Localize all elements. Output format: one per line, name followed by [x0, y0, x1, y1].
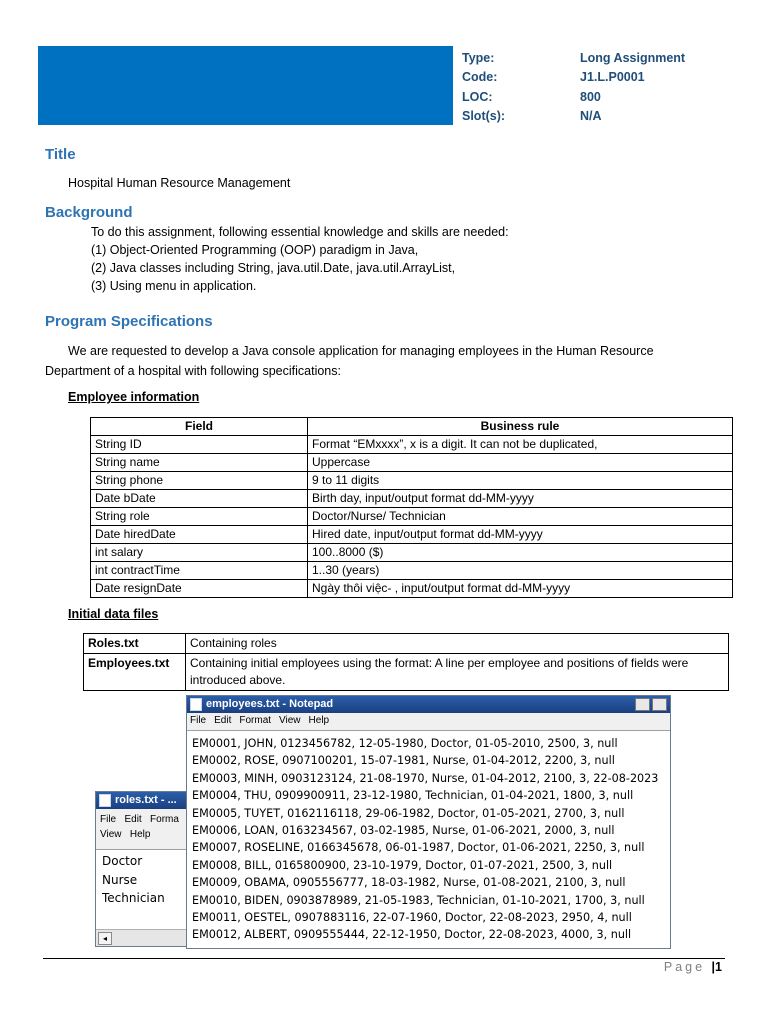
page-number: Page |1 [663, 960, 722, 974]
field-cell: int salary [91, 544, 308, 562]
specs-intro-line2: Department of a hospital with following specifications: [45, 364, 341, 378]
meta-value: Long Assignment [580, 50, 686, 65]
employee-record-line: EM0002, ROSE, 0907100201, 15-07-1981, Nurse, 01-04-2012, 2200, 3, null [192, 754, 615, 768]
menu-edit[interactable]: Edit [124, 814, 142, 825]
employee-record-line: EM0009, OBAMA, 0905556777, 18-03-1982, Nurse, 01-08-2021, 2100, 3, null [192, 876, 626, 890]
meta-key: Type: [462, 50, 495, 65]
field-cell: Date bDate [91, 490, 308, 508]
roles-text-area[interactable] [96, 849, 186, 929]
employee-record-line: EM0001, JOHN, 0123456782, 12-05-1980, Doctor, 01-05-2010, 2500, 3, null [192, 737, 618, 750]
table-row [91, 454, 733, 472]
menu-format[interactable]: Forma [150, 814, 179, 825]
menu-help[interactable]: Help [129, 829, 151, 840]
employee-info-table [90, 417, 733, 598]
table-row [91, 508, 733, 526]
file-name-cell: Roles.txt [84, 634, 186, 654]
specs-intro-line1: We are requested to develop a Java console application for managing employees in the Human Resource [68, 344, 654, 358]
data-files-table [83, 633, 729, 691]
menu-item[interactable]: Help [308, 715, 330, 726]
employee-record-line: EM0006, LOAN, 0163234567, 03-02-1985, Nurse, 01-06-2021, 2000, 3, null [192, 824, 615, 838]
employee-record-line: EM0010, BIDEN, 0903878989, 21-05-1983, Technician, 01-10-2021, 1700, 3, null [192, 893, 645, 907]
meta-value: 800 [580, 89, 601, 104]
rule-cell: Birth day, input/output format dd-MM-yyyy [308, 490, 733, 508]
meta-key: Code: [462, 70, 498, 85]
assignment-meta [462, 48, 752, 126]
role-line: Technician [102, 891, 165, 905]
employees-notepad-window[interactable] [186, 695, 671, 949]
table-row [91, 526, 733, 544]
roles-menu-bar [96, 809, 186, 848]
background-list-item: To do this assignment, following essential knowledge and skills are needed: [91, 225, 509, 239]
horizontal-scrollbar[interactable] [96, 929, 186, 946]
employees-window-title: employees.txt - Notepad [206, 698, 334, 710]
rule-cell: Format “EMxxxx”, x is a digit. It can not be duplicated, [308, 436, 733, 454]
field-cell: Date hiredDate [91, 526, 308, 544]
employees-text-area[interactable] [187, 730, 670, 948]
role-line: Doctor [102, 854, 143, 868]
field-cell: String role [91, 508, 308, 526]
background-heading: Background [45, 204, 133, 221]
menu-item[interactable]: Format [239, 715, 272, 726]
menu-view[interactable]: View [100, 829, 122, 840]
file-name-cell: Employees.txt [84, 654, 186, 691]
minimize-icon[interactable] [635, 698, 650, 711]
table-row [91, 544, 733, 562]
background-list-item: (3) Using menu in application. [91, 279, 257, 293]
footer-divider [43, 958, 725, 959]
rule-cell: Hired date, input/output format dd-MM-yyyy [308, 526, 733, 544]
roles-window-title: roles.txt - ... [115, 794, 177, 806]
field-cell: String ID [91, 436, 308, 454]
data-files-heading: Initial data files [68, 607, 159, 621]
maximize-icon[interactable] [652, 698, 667, 711]
roles-notepad-window[interactable] [95, 791, 187, 947]
notepad-icon [190, 698, 202, 711]
scroll-left-icon[interactable]: ◂ [98, 932, 112, 945]
field-cell: Date resignDate [91, 580, 308, 598]
field-cell: int contractTime [91, 562, 308, 580]
meta-key: Slot(s): [462, 109, 506, 124]
meta-value: N/A [580, 109, 602, 124]
employee-record-line: EM0012, ALBERT, 0909555444, 22-12-1950, Doctor, 22-08-2023, 4000, 3, null [192, 928, 632, 942]
employee-record-line: EM0008, BILL, 0165800900, 23-10-1979, Doctor, 01-07-2021, 2500, 3, null [192, 858, 613, 872]
meta-value: J1.L.P0001 [580, 70, 645, 85]
rule-cell: 100..8000 ($) [308, 544, 733, 562]
header-banner [38, 46, 453, 125]
employee-record-line: EM0007, ROSELINE, 0166345678, 06-01-1987, Doctor, 01-06-2021, 2250, 3, null [192, 841, 645, 855]
employee-info-heading: Employee information [68, 390, 200, 404]
table-row [91, 490, 733, 508]
rule-cell: Uppercase [308, 454, 733, 472]
menu-item[interactable]: Edit [214, 715, 232, 726]
meta-row [462, 68, 752, 88]
file-desc-cell: Containing initial employees using the format: A line per employee and positions of fields were introduced above. [186, 654, 729, 691]
menu-item[interactable]: View [279, 715, 301, 726]
table-row [91, 472, 733, 490]
rule-cell: Ngày thôi việc- , input/output format dd-MM-yyyy [308, 580, 733, 598]
title-heading: Title [45, 146, 76, 163]
meta-key: LOC: [462, 89, 493, 104]
background-list [91, 223, 509, 295]
menu-file[interactable]: File [100, 814, 117, 825]
table-row [84, 654, 729, 691]
employee-record-line: EM0003, MINH, 0903123124, 21-08-1970, Nurse, 01-04-2012, 2100, 3, 22-08-2023 [192, 771, 659, 785]
meta-row [462, 107, 752, 127]
page-label: Page [663, 960, 706, 974]
employee-record-line: EM0004, THU, 0909900911, 23-12-1980, Technician, 01-04-2021, 1800, 3, null [192, 789, 634, 803]
roles-window-titlebar[interactable] [96, 792, 186, 809]
meta-row [462, 48, 752, 68]
rule-cell: Doctor/Nurse/ Technician [308, 508, 733, 526]
role-line: Nurse [102, 872, 138, 887]
rule-cell: 1..30 (years) [308, 562, 733, 580]
background-list-item: (1) Object-Oriented Programming (OOP) paradigm in Java, [91, 243, 419, 257]
employees-menu-bar [187, 713, 670, 729]
employee-record-line: EM0011, OESTEL, 0907883116, 22-07-1960, Doctor, 22-08-2023, 2950, 4, null [192, 911, 632, 925]
specs-heading: Program Specifications [45, 313, 213, 330]
file-desc-cell: Containing roles [186, 634, 729, 654]
field-cell: String phone [91, 472, 308, 490]
table-row [91, 436, 733, 454]
employees-window-titlebar[interactable] [187, 696, 670, 713]
menu-item[interactable]: File [190, 715, 207, 726]
table-row [84, 634, 729, 654]
table-header: Field [91, 418, 308, 436]
rule-cell: 9 to 11 digits [308, 472, 733, 490]
meta-row [462, 87, 752, 107]
notepad-icon [99, 794, 111, 807]
employee-record-line: EM0005, TUYET, 0162116118, 29-06-1982, Doctor, 01-05-2021, 2700, 3, null [192, 806, 625, 820]
table-row [91, 580, 733, 598]
field-cell: String name [91, 454, 308, 472]
table-header: Business rule [308, 418, 733, 436]
background-list-item: (2) Java classes including String, java.util.Date, java.util.ArrayList, [91, 261, 456, 275]
table-row [91, 562, 733, 580]
title-text: Hospital Human Resource Management [68, 176, 291, 190]
page-number-value: 1 [715, 960, 722, 974]
